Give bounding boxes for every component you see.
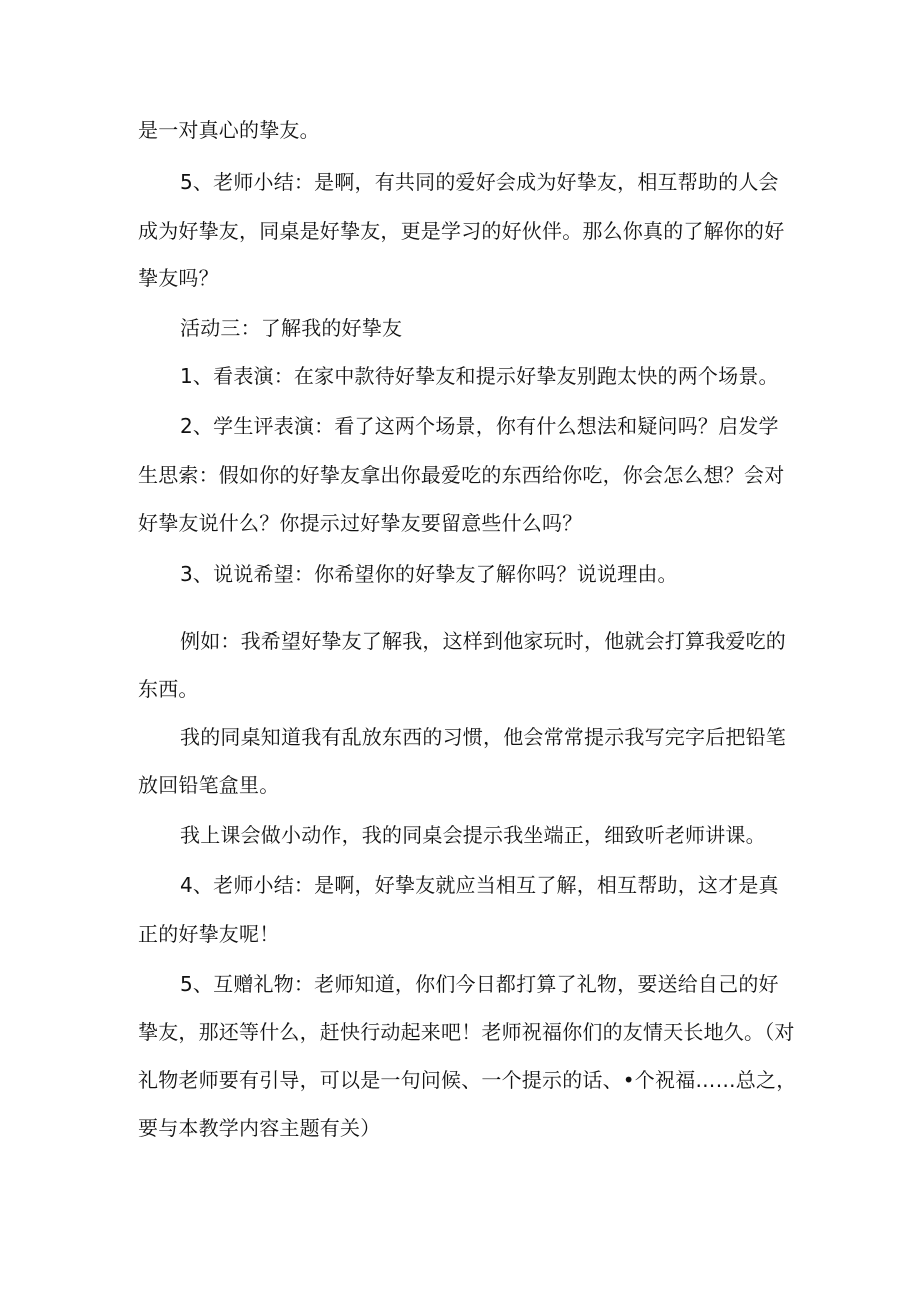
- text-line: 2、学生评表演：看了这两个场景，你有什么想法和疑问吗？启发学: [180, 414, 779, 438]
- text-line: 我的同桌知道我有乱放东西的习惯，他会常常提示我写完字后把铅笔: [180, 725, 786, 749]
- text-line: 生思索：假如你的好挚友拿出你最爱吃的东西给你吃，你会怎么想？会对: [138, 463, 785, 487]
- text-line: 挚友，那还等什么，赶快行动起来吧！老师祝福你们的友情天长地久。（对: [138, 1020, 795, 1044]
- text-line: 是一对真心的挚友。: [138, 118, 320, 142]
- text-line: 成为好挚友，同桌是好挚友，更是学习的好伙伴。那么你真的了解你的好: [138, 219, 785, 243]
- text-line: 1、看表演：在家中款待好挚友和提示好挚友别跑太快的两个场景。: [180, 364, 779, 388]
- text-line: 好挚友说什么？你提示过好挚友要留意些什么吗？: [138, 511, 583, 535]
- text-line: 东西。: [138, 677, 199, 701]
- text-line: 3、说说希望：你希望你的好挚友了解你吗？说说理由。: [180, 562, 678, 586]
- text-line: 正的好挚友呢！: [138, 922, 280, 946]
- text-line: 我上课会做小动作，我的同桌会提示我坐端正，细致听老师讲课。: [180, 823, 766, 847]
- text-line: 放回铅笔盒里。: [138, 773, 280, 797]
- text-line: 例如：我希望好挚友了解我，这样到他家玩时，他就会打算我爱吃的: [180, 629, 786, 653]
- text-line: 4、老师小结：是啊，好挚友就应当相互了解，相互帮助，这才是真: [180, 873, 779, 897]
- text-line: 5、互赠礼物：老师知道，你们今日都打算了礼物，要送给自己的好: [180, 972, 779, 996]
- text-line: 要与本教学内容主题有关）: [138, 1116, 381, 1140]
- text-line: 挚友吗？: [138, 266, 219, 290]
- text-line: 5、老师小结：是啊，有共同的爱好会成为好挚友，相互帮助的人会: [180, 170, 779, 194]
- section-heading: 活动三：了解我的好挚友: [180, 316, 403, 340]
- text-line: 礼物老师要有引导，可以是一句问候、一个提示的话、•个祝福……总之，: [138, 1068, 797, 1092]
